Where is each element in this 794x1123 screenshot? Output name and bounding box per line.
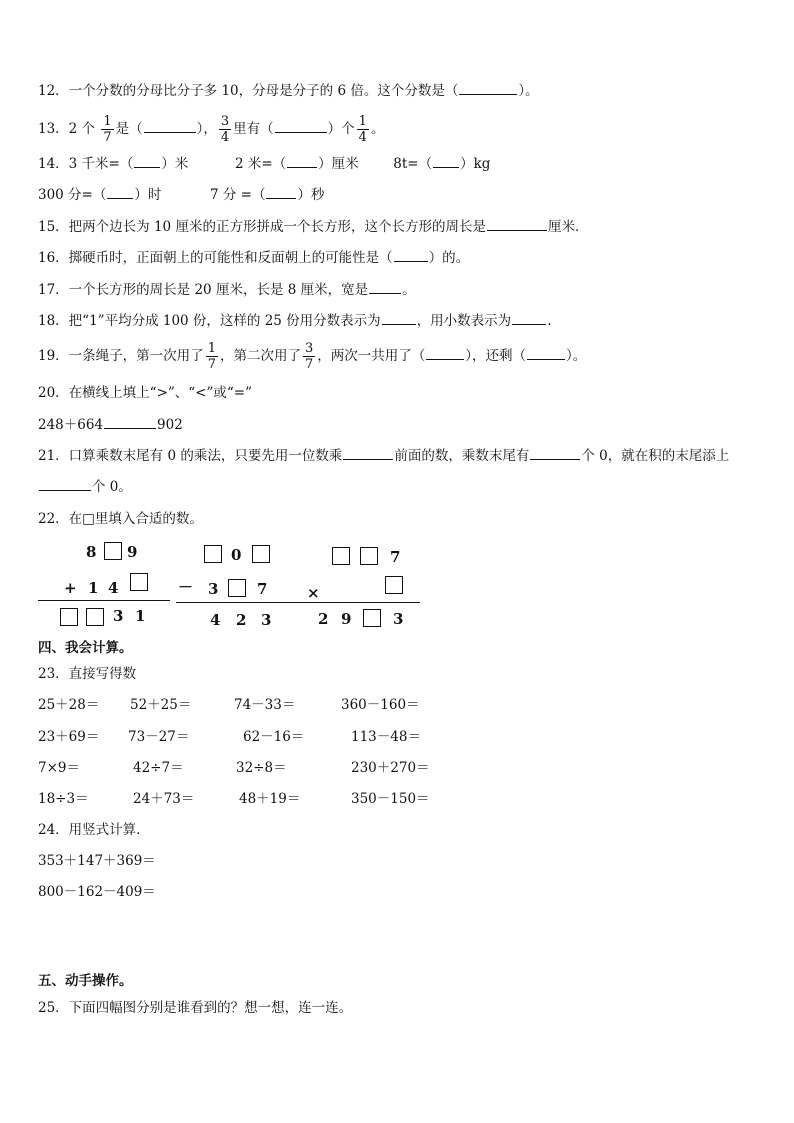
q19-text-c: ，两次一共用了（ xyxy=(317,348,426,364)
fill-box[interactable] xyxy=(228,579,246,597)
answer-blank[interactable] xyxy=(134,155,160,168)
q14-part1: 14．3 千米=（ xyxy=(38,156,134,172)
answer-blank[interactable] xyxy=(266,186,296,199)
fill-box[interactable] xyxy=(104,542,122,560)
fraction xyxy=(101,114,113,145)
fraction-numerator: 1 xyxy=(207,341,216,356)
section-5-heading: 五、动手操作。 xyxy=(38,973,133,989)
q21-text-d: 个 0。 xyxy=(92,479,132,495)
q19-text-a: 19．一条绳子，第一次用了 xyxy=(38,348,204,364)
q18-tail: . xyxy=(547,313,552,329)
fraction-denominator: 4 xyxy=(220,130,230,145)
answer-blank[interactable] xyxy=(275,120,327,133)
q25-text: 25．下面四幅图分别是谁看到的？想一想，连一连。 xyxy=(38,1000,353,1016)
arith-item: 350－150＝ xyxy=(351,791,430,807)
arith-item: 52＋25＝ xyxy=(130,697,192,713)
digit: 1 xyxy=(88,579,99,597)
answer-blank[interactable] xyxy=(144,120,196,133)
question-23 xyxy=(38,664,136,684)
q15-text: 15．把两个边长为 10 厘米的正方形拼成一个长方形，这个长方形的周长是 xyxy=(38,219,486,235)
q14-part1-end: ）米 xyxy=(161,156,189,172)
digit: 3 xyxy=(113,607,124,625)
arith-item: 23＋69＝ xyxy=(38,729,100,745)
q23-text: 23．直接写得数 xyxy=(38,666,137,682)
q24-text: 24．用竖式计算． xyxy=(38,822,150,838)
digit: 3 xyxy=(261,611,272,629)
question-15 xyxy=(38,217,588,237)
fraction-denominator: 7 xyxy=(103,130,112,145)
arith-item: 32÷8＝ xyxy=(236,760,287,776)
arith-item: 7×9＝ xyxy=(38,760,80,776)
question-13 xyxy=(38,112,384,146)
arith-item: 74－33＝ xyxy=(234,697,296,713)
q16-tail: ）的。 xyxy=(428,250,470,266)
answer-blank[interactable] xyxy=(512,312,546,325)
q24-expression-2: 800－162－409＝ xyxy=(38,884,156,900)
q22-text: 22．在□里填入合适的数。 xyxy=(38,511,203,527)
q13-text-d: 里有（ xyxy=(233,121,274,137)
fill-box[interactable] xyxy=(385,576,403,594)
q19-text-b: ，第二次用了 xyxy=(219,348,301,364)
digit: 0 xyxy=(231,546,242,564)
q14-part2-end: ）厘米 xyxy=(318,156,359,172)
product-line xyxy=(300,602,420,603)
fill-box[interactable] xyxy=(204,545,222,563)
question-21-cont xyxy=(38,477,132,497)
arith-item: 24＋73＝ xyxy=(133,791,195,807)
fill-box[interactable] xyxy=(360,547,378,565)
fraction xyxy=(219,114,231,145)
fraction xyxy=(206,341,218,372)
fraction-numerator: 1 xyxy=(103,114,112,129)
q20-expression xyxy=(38,415,183,435)
arith-item: 18÷3＝ xyxy=(38,791,89,807)
difference-line xyxy=(176,602,300,603)
q17-text: 17．一个长方形的周长是 20 厘米，长是 8 厘米，宽是 xyxy=(38,282,369,298)
answer-blank[interactable] xyxy=(527,347,565,360)
question-18 xyxy=(38,311,551,331)
q14-part4: 300 分=（ xyxy=(38,187,107,203)
question-12 xyxy=(38,81,539,101)
question-22 xyxy=(38,509,203,529)
q13-text-e: ）个 xyxy=(327,121,355,137)
arith-item: 48＋19＝ xyxy=(239,791,301,807)
answer-blank[interactable] xyxy=(433,155,459,168)
digit: 3 xyxy=(393,610,404,628)
q20-text: 20．在横线上填上“>”、“<”或“=” xyxy=(38,385,253,401)
question-20 xyxy=(38,383,252,403)
fraction-denominator: 7 xyxy=(207,357,216,372)
q13-text-a: 13．2 个 xyxy=(38,121,96,137)
fraction xyxy=(357,114,369,145)
q18-text: 18．把“1”平均分成 100 份，这样的 25 份用分数表示为 xyxy=(38,313,381,329)
answer-blank[interactable] xyxy=(382,312,416,325)
q14-part4-end: ）时 xyxy=(134,187,162,203)
arith-item: 42÷7＝ xyxy=(133,760,184,776)
arith-item: 73－27＝ xyxy=(128,729,190,745)
question-19 xyxy=(38,339,586,373)
q15-tail: 厘米． xyxy=(547,219,589,235)
digit: 9 xyxy=(341,610,352,628)
question-16 xyxy=(38,248,469,268)
digit: 2 xyxy=(318,610,329,628)
digit: 7 xyxy=(257,580,268,598)
fraction-denominator: 4 xyxy=(358,130,367,145)
q14-part2: 2 米=（ xyxy=(234,156,287,172)
q12-tail: ）。 xyxy=(518,83,539,99)
q14-part3-end: ）kg xyxy=(460,156,491,172)
fraction xyxy=(303,341,315,372)
answer-blank[interactable] xyxy=(394,249,428,262)
digit: 1 xyxy=(135,607,146,625)
question-14-line-1 xyxy=(38,154,490,174)
q20-expr-right: 902 xyxy=(157,417,183,433)
answer-blank[interactable] xyxy=(343,447,393,460)
digit: 3 xyxy=(208,580,219,598)
digit: 9 xyxy=(127,543,138,561)
fill-box[interactable] xyxy=(60,608,78,626)
q19-text-e: ）。 xyxy=(566,348,587,364)
answer-blank[interactable] xyxy=(107,186,133,199)
answer-blank[interactable] xyxy=(287,155,317,168)
q14-part5-end: ）秒 xyxy=(297,187,325,203)
q21-text-a: 21．口算乘数末尾有 0 的乘法，只要先用一位数乘 xyxy=(38,448,343,464)
answer-blank[interactable] xyxy=(104,416,156,429)
fraction-numerator: 3 xyxy=(220,114,230,129)
digit: 7 xyxy=(390,548,401,566)
arith-item: 360－160＝ xyxy=(341,697,420,713)
fraction-numerator: 1 xyxy=(358,114,367,129)
arith-item: 62－16＝ xyxy=(243,729,305,745)
q13-text-c: ）， xyxy=(196,121,217,137)
q17-tail: 。 xyxy=(402,282,416,298)
answer-blank[interactable] xyxy=(459,82,517,95)
fraction-denominator: 7 xyxy=(304,357,314,372)
times-sign: × xyxy=(307,584,320,602)
fill-box[interactable] xyxy=(332,547,350,565)
arith-item: 25＋28＝ xyxy=(38,697,100,713)
minus-sign: － xyxy=(178,578,194,596)
sum-line xyxy=(38,600,170,601)
digit: 4 xyxy=(108,579,119,597)
digit: 4 xyxy=(210,611,221,629)
question-14-line-2 xyxy=(38,185,324,205)
question-25 xyxy=(38,998,352,1018)
q13-text-b: 是（ xyxy=(115,121,143,137)
question-21 xyxy=(38,446,729,466)
question-17 xyxy=(38,280,416,300)
q14-part5: 7 分 =（ xyxy=(209,187,266,203)
q16-text: 16．掷硬币时，正面朝上的可能性和反面朝上的可能性是（ xyxy=(38,250,393,266)
q21-text-c: 个 0，就在积的末尾添上 xyxy=(581,448,730,464)
fill-box[interactable] xyxy=(130,573,148,591)
digit: 2 xyxy=(236,611,247,629)
q19-text-d: ），还剩（ xyxy=(465,348,526,364)
answer-blank[interactable] xyxy=(369,281,401,294)
q13-text-g: 。 xyxy=(370,121,385,137)
question-24 xyxy=(38,820,150,840)
section-4-heading: 四、我会计算。 xyxy=(38,640,133,656)
arith-item: 230＋270＝ xyxy=(351,760,430,776)
q20-expr-left: 248＋664 xyxy=(38,417,104,433)
digit: 8 xyxy=(86,543,97,561)
fraction-numerator: 3 xyxy=(304,341,314,356)
answer-blank[interactable] xyxy=(487,218,547,231)
fill-box[interactable] xyxy=(86,608,104,626)
arith-item: 113－48＝ xyxy=(351,729,421,745)
q14-part3: 8t=（ xyxy=(393,156,433,172)
q18-mid: ，用小数表示为 xyxy=(416,313,512,329)
answer-blank[interactable] xyxy=(426,347,464,360)
plus-sign: + xyxy=(64,579,77,597)
answer-blank[interactable] xyxy=(530,447,580,460)
q21-text-b: 前面的数，乘数末尾有 xyxy=(394,448,530,464)
q12-text: 12．一个分数的分母比分子多 10，分母是分子的 6 倍。这个分数是（ xyxy=(38,83,459,99)
fill-box[interactable] xyxy=(363,609,381,627)
q24-expression-1: 353＋147＋369＝ xyxy=(38,853,156,869)
fill-box[interactable] xyxy=(252,545,270,563)
answer-blank[interactable] xyxy=(39,478,91,491)
